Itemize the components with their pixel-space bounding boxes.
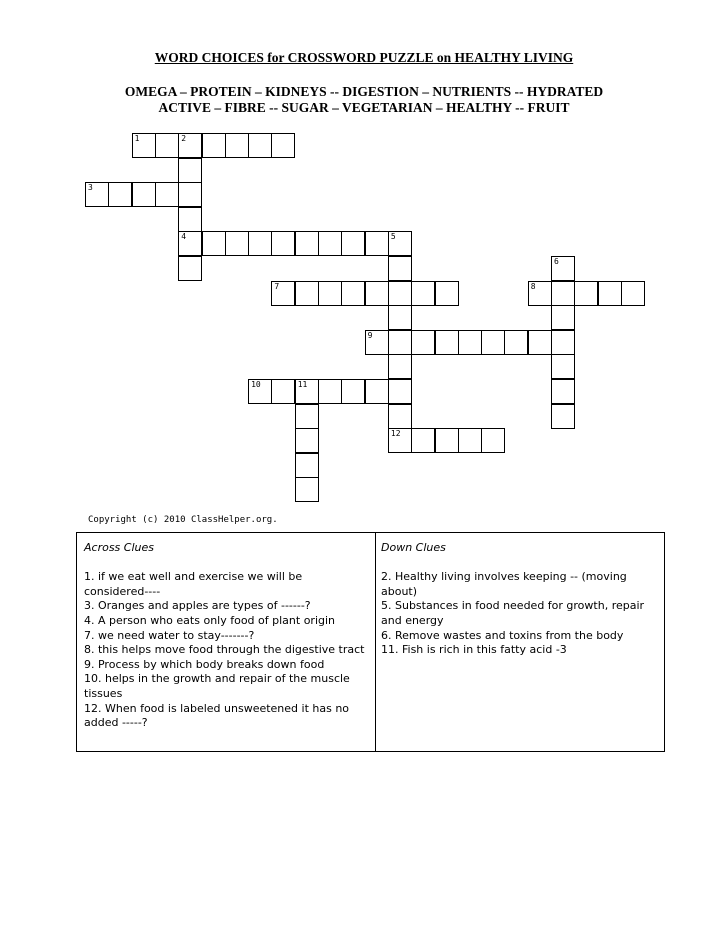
crossword-cell[interactable] [411,428,435,453]
crossword-cell[interactable] [551,404,575,429]
crossword-cell[interactable] [388,256,412,281]
across-clue: 9. Process by which body breaks down food [84,657,325,671]
crossword-cell[interactable] [178,207,202,232]
crossword-cell[interactable] [271,133,295,158]
crossword-cell[interactable] [388,404,412,429]
crossword-cell[interactable] [528,281,552,306]
crossword-cell[interactable] [621,281,645,306]
down-clue: 6. Remove wastes and toxins from the body [381,628,624,642]
crossword-cell[interactable] [551,281,575,306]
crossword-cell[interactable] [551,330,575,355]
crossword-cell[interactable] [365,231,389,256]
crossword-cell[interactable] [132,133,156,158]
down-clue: 2. Healthy living involves keeping -- (moving about) [381,570,627,598]
crossword-cell[interactable] [365,281,389,306]
crossword-cell[interactable] [178,256,202,281]
crossword-cell[interactable] [388,330,412,355]
across-clue: 8. this helps move food through the digestive tract [84,643,365,657]
crossword-cell[interactable] [295,428,319,453]
crossword-cell[interactable] [225,133,249,158]
crossword-cell[interactable] [388,281,412,306]
crossword-cell[interactable] [388,231,412,256]
clue-number: 9 [367,330,373,340]
clue-number: 3 [88,183,93,193]
crossword-cell[interactable] [155,182,179,207]
crossword-cell[interactable] [435,428,459,453]
crossword-cell[interactable] [108,182,132,207]
crossword-cell[interactable] [155,133,179,158]
across-clue: 3. Oranges and apples are types of ------? [84,599,311,613]
clue-number: 12 [390,429,401,439]
across-clue: 7. we need water to stay-------? [84,628,255,642]
down-clues-heading: Down Clues [381,541,446,554]
clue-number: 1 [134,134,140,143]
crossword-cell[interactable] [481,330,505,355]
crossword-cell[interactable] [178,182,202,207]
crossword-cell[interactable] [271,379,295,404]
crossword-cell[interactable] [388,379,412,404]
crossword-cell[interactable] [388,428,412,453]
crossword-cell[interactable] [481,428,505,453]
crossword-cell[interactable] [528,330,552,355]
across-clues-heading: Across Clues [84,541,154,554]
crossword-cell[interactable] [435,281,459,306]
crossword-cell[interactable] [295,404,319,429]
crossword-cell[interactable] [132,182,156,207]
crossword-cell[interactable] [458,428,482,453]
clue-number: 6 [554,257,559,266]
clue-number: 10 [251,380,261,389]
crossword-cell[interactable] [248,133,272,158]
crossword-cell[interactable] [178,133,202,158]
crossword-cell[interactable] [295,281,319,306]
crossword-cell[interactable] [341,379,365,404]
crossword-cell[interactable] [458,330,482,355]
crossword-cell[interactable] [318,379,342,404]
crossword-cell[interactable] [295,477,319,502]
across-clue: 4. A person who eats only food of plant origin [84,613,336,627]
crossword-cell[interactable] [388,305,412,330]
crossword-cell[interactable] [388,354,412,379]
crossword-cell[interactable] [504,330,528,355]
crossword-cell[interactable] [318,231,342,256]
down-clue: 11. Fish is rich in this fatty acid -3 [381,643,567,657]
copyright-notice: Copyright (c) 2010 ClassHelper.org. [88,515,278,525]
down-clues-column [376,533,664,751]
down-clue: 5. Substances in food needed for growth, repair and energy [381,599,645,627]
crossword-cell[interactable] [551,305,575,330]
clues-table [76,532,665,752]
crossword-cell[interactable] [295,453,319,478]
crossword-cell[interactable] [411,330,435,355]
clue-number: 2 [181,134,187,143]
crossword-cell[interactable] [178,231,202,256]
crossword-cell[interactable] [248,379,272,404]
crossword-cell[interactable] [551,256,575,281]
clue-number: 4 [181,232,187,242]
clue-number: 8 [530,281,536,291]
crossword-cell[interactable] [202,133,226,158]
crossword-cell[interactable] [295,231,319,256]
crossword-cell[interactable] [85,182,109,207]
crossword-cell[interactable] [295,379,319,404]
clue-number: 5 [390,232,396,242]
crossword-cell[interactable] [225,231,249,256]
across-clue: 12. When food is labeled unsweetened it has no added -----? [84,701,350,730]
crossword-cell[interactable] [271,281,295,306]
across-clue: 1. if we eat well and exercise we will be considered---- [84,570,303,598]
crossword-cell[interactable] [341,281,365,306]
crossword-cell[interactable] [178,158,202,183]
across-clues-list [84,570,369,731]
clue-number: 11 [297,380,308,389]
crossword-cell[interactable] [365,330,389,355]
crossword-cell[interactable] [365,379,389,404]
crossword-cell[interactable] [318,281,342,306]
crossword-cell[interactable] [551,379,575,404]
across-clues-column [77,533,376,751]
crossword-cell[interactable] [551,354,575,379]
crossword-cell[interactable] [411,281,435,306]
crossword-cell[interactable] [271,231,295,256]
crossword-cell[interactable] [248,231,272,256]
crossword-cell[interactable] [202,231,226,256]
word-choices-line-2: ACTIVE – FIBRE -- SUGAR – VEGETARIAN – HEALTHY -- FRUIT [158,100,570,115]
down-clues-list [381,570,658,658]
crossword-cell[interactable] [574,281,598,306]
crossword-cell[interactable] [598,281,622,306]
worksheet-title: WORD CHOICES for CROSSWORD PUZZLE on HEALTHY LIVING [154,50,574,65]
across-clue: 10. helps in the growth and repair of the muscle tissues [84,672,350,700]
crossword-cell[interactable] [435,330,459,355]
word-choices-line-1: OMEGA – PROTEIN – KIDNEYS -- DIGESTION – NUTRIENTS -- HYDRATED [124,84,604,99]
crossword-cell[interactable] [341,231,365,256]
clue-number: 7 [274,281,280,291]
